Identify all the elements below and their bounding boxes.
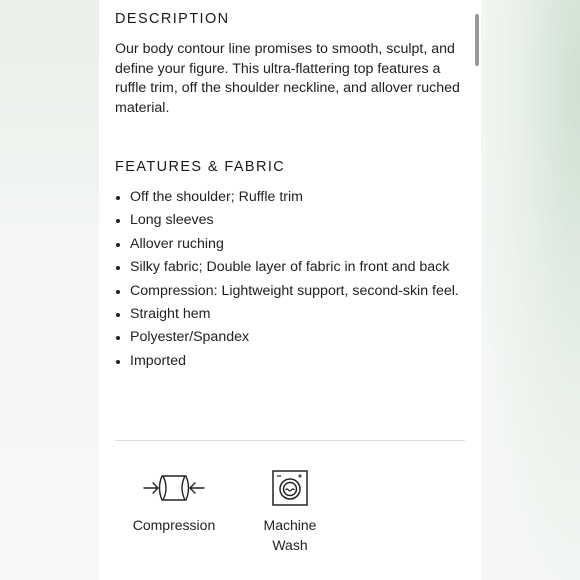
scrollbar-thumb[interactable]: [475, 14, 479, 66]
machine-wash-label: Machine Wash: [263, 517, 317, 553]
compression-label: Compression: [132, 517, 216, 533]
care-item-machine-wash: [250, 468, 330, 555]
background-right: [480, 0, 580, 580]
features-heading: FEATURES & FABRIC: [115, 159, 286, 175]
features-list: [115, 188, 465, 375]
compression-icon: [141, 468, 207, 508]
list-item: Silky fabric; Double layer of fabric in front and back: [115, 258, 465, 278]
list-item: Polyester/Spandex: [115, 328, 465, 348]
machine-wash-icon: [270, 468, 310, 508]
list-item: Imported: [115, 352, 465, 372]
list-item: Compression: Lightweight support, second-skin feel.: [115, 282, 465, 302]
divider: [115, 440, 465, 441]
description-heading: DESCRIPTION: [115, 11, 230, 27]
list-item: Straight hem: [115, 305, 465, 325]
product-details-panel: [99, 0, 481, 580]
care-item-compression: [124, 468, 224, 536]
list-item: Allover ruching: [115, 235, 465, 255]
description-text: Our body contour line promises to smooth, sculpt, and define your figure. This ultra-flattering top features a ruffle trim, off the shoulder neckline, and allover ruched material.: [115, 41, 460, 116]
list-item: Off the shoulder; Ruffle trim: [115, 188, 465, 208]
background-left: [0, 0, 100, 580]
list-item: Long sleeves: [115, 211, 465, 231]
